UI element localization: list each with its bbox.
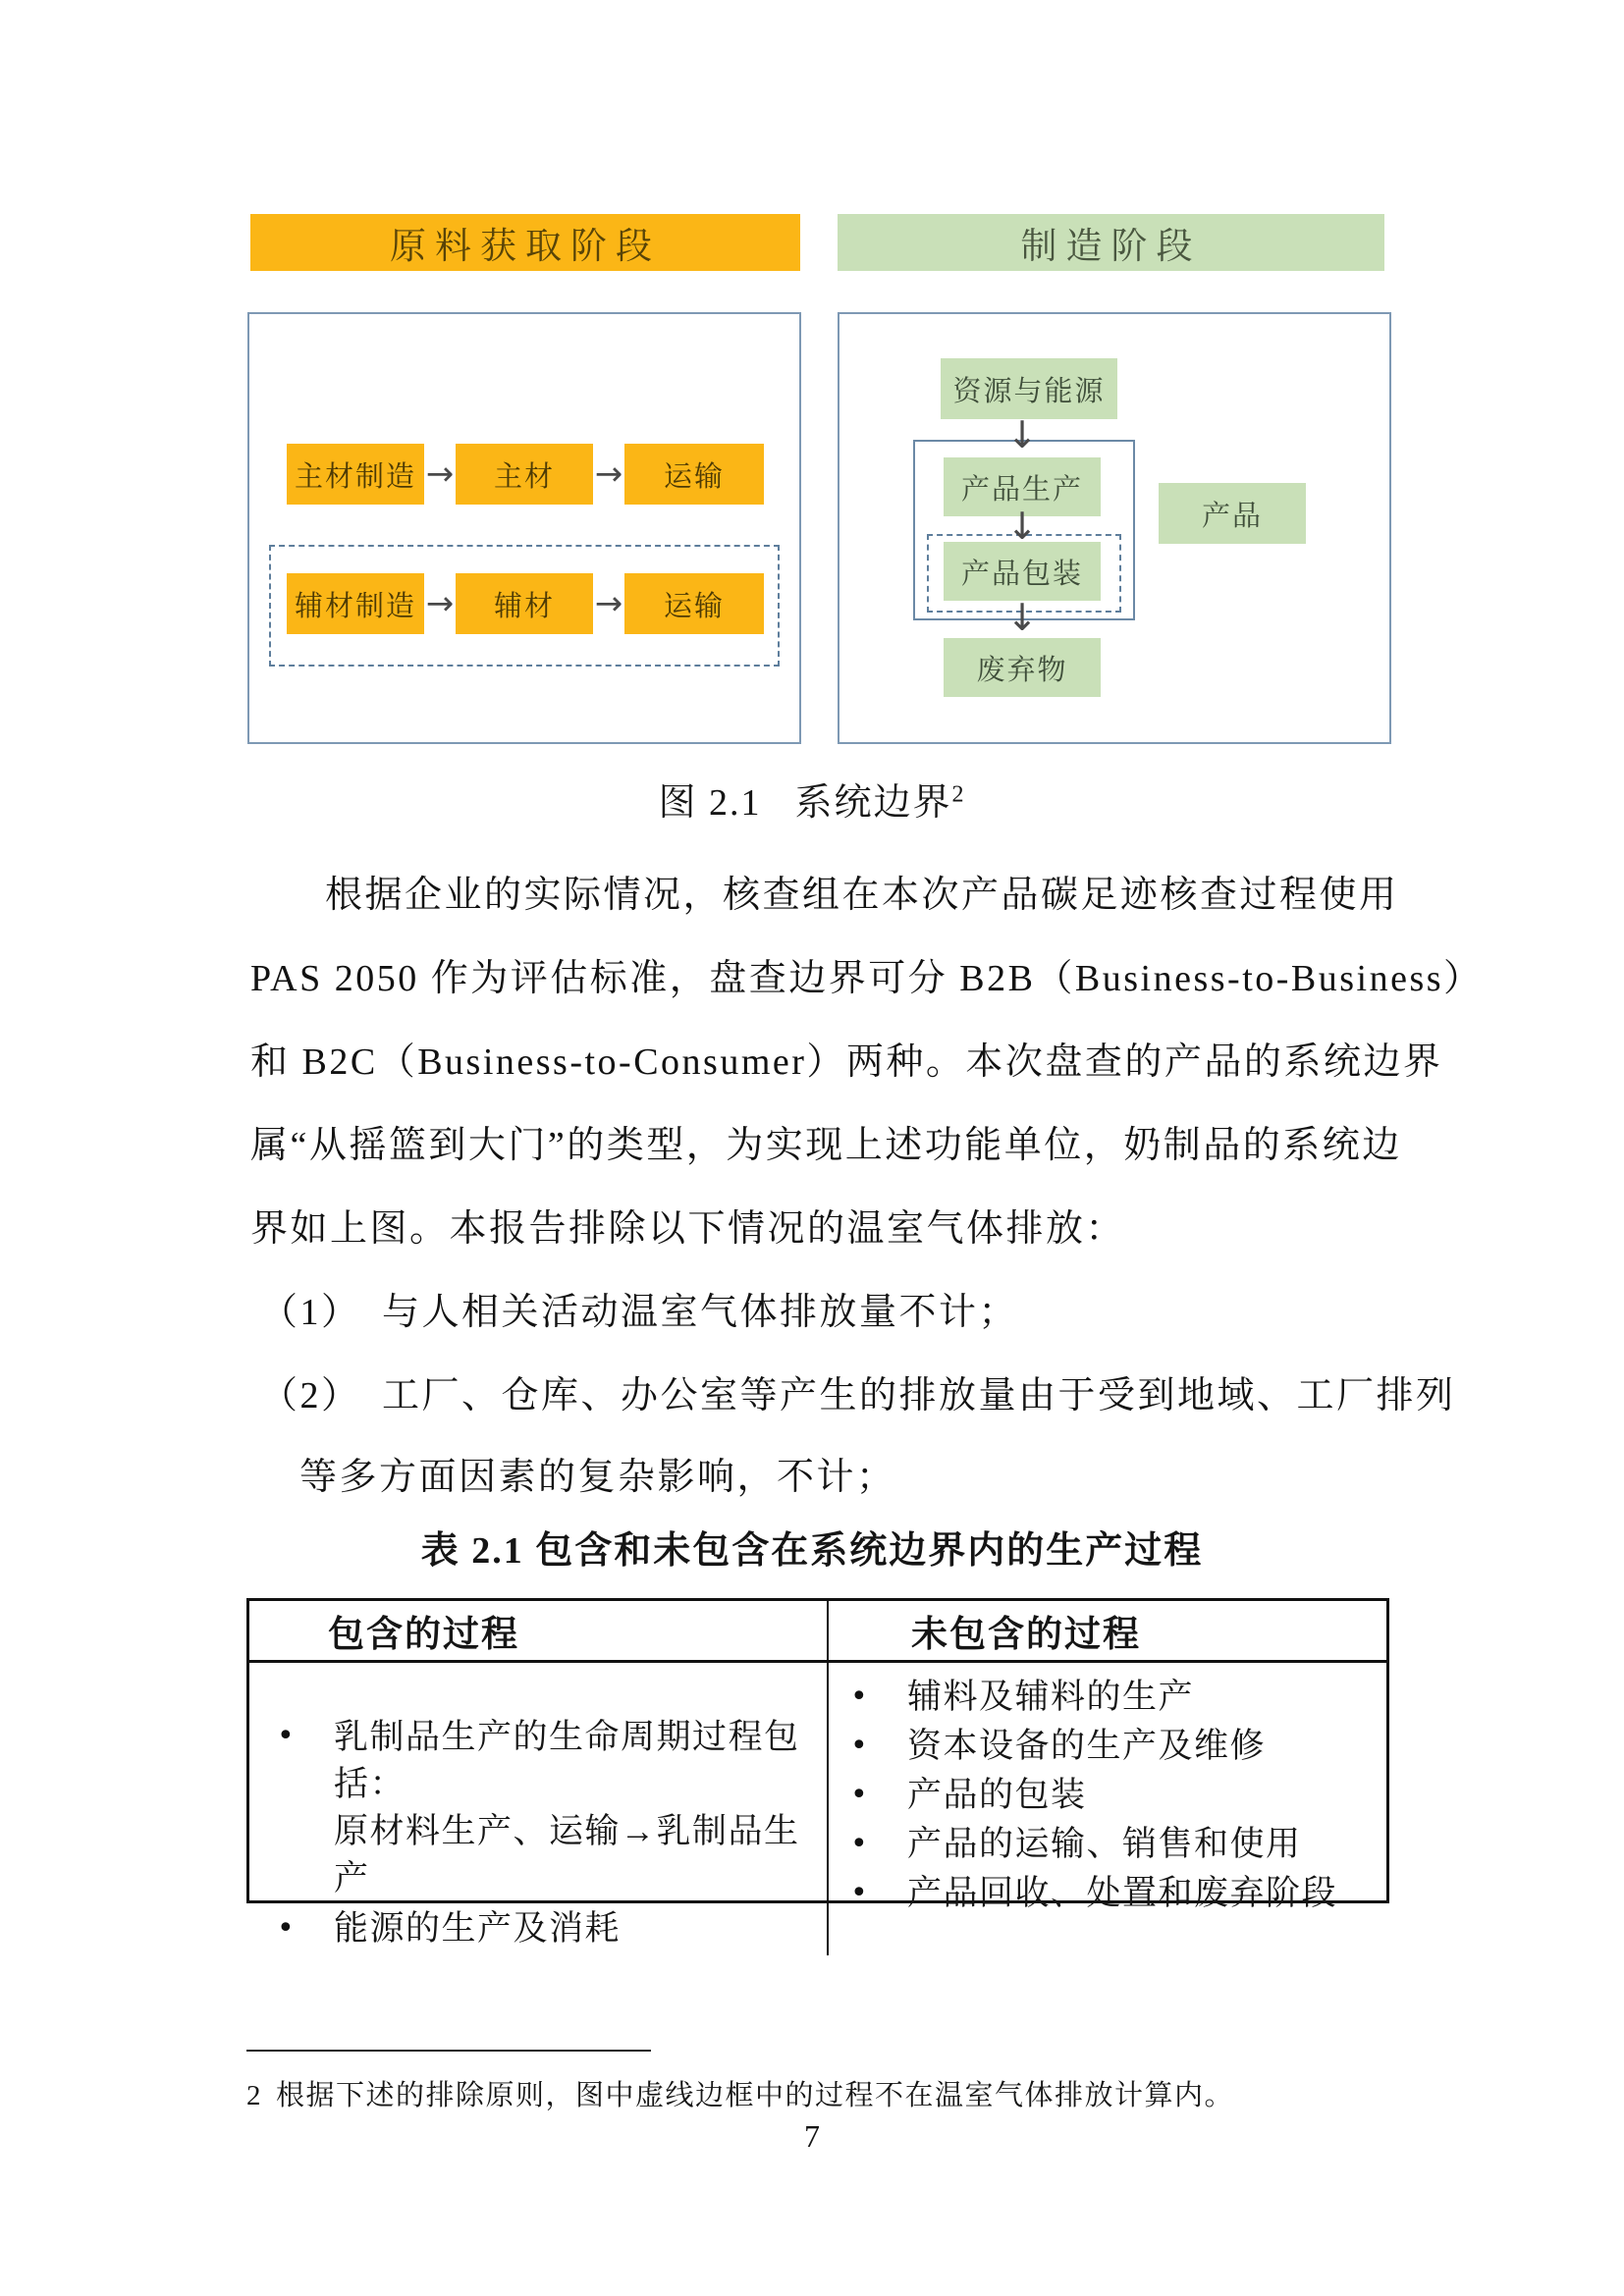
arrow-down-icon: ↓ [1006,505,1038,548]
flow-box-aux-material: 辅材 [456,573,593,634]
stage-header-manufacturing: 制造阶段 [838,214,1384,271]
arrow-right-icon: → [425,584,455,623]
flow-box-product-packaging: 产品包装 [944,542,1101,601]
bullet-icon: • [277,1911,295,1946]
flow-box-transport-1: 运输 [624,444,764,505]
footnote-text: 根据下述的排除原则，图中虚线边框中的过程不在温室气体排放计算内。 [276,2080,1235,2111]
excluded-bullet: • 产品的包装 [850,1773,1373,1818]
flow-box-resources-energy: 资源与能源 [941,358,1117,419]
table-header-excluded: 未包含的过程 [911,1615,1141,1655]
flow-box-product-production: 产品生产 [944,457,1101,516]
arrow-down-icon: ↓ [1006,596,1038,639]
bullet-icon: • [277,1719,295,1753]
bullet-icon: • [850,1827,868,1861]
figure-caption-number: 图 2.1 [658,782,762,824]
body-line: PAS 2050 作为评估标准，盘查边界可分 B2B（Business-to-Business） [250,958,1484,999]
body-line: 根据企业的实际情况，核查组在本次产品碳足迹核查过程使用 [325,875,1399,916]
footnote-divider [246,2050,651,2052]
flow-box-main-material-manufacture: 主材制造 [287,444,424,505]
list-item-1: （1） 与人相关活动温室气体排放量不计； [260,1292,1019,1333]
flow-box-aux-material-manufacture: 辅材制造 [287,573,424,634]
body-line: 属“从摇篮到大门”的类型，为实现上述功能单位，奶制品的系统边 [250,1125,1402,1166]
footnote-ref: 2 [951,781,966,808]
list-item-2-continued: 等多方面因素的复杂影响，不计； [299,1457,896,1498]
arrow-right-icon: → [425,454,455,494]
page-number: 7 [804,2118,820,2154]
included-line: 能源的生产及消耗 [334,1909,622,1948]
arrow-right-icon: → [594,584,623,623]
bullet-icon: • [850,1729,868,1763]
footnote-marker: 2 [246,2080,262,2111]
table-cell-included [249,1663,829,1955]
figure-caption-title: 系统边界 [794,782,952,824]
table-body-row [249,1663,1386,1955]
bullet-icon: • [850,1680,868,1714]
included-bullet-2 [277,1906,809,1951]
table-header-included: 包含的过程 [249,1601,829,1660]
flow-box-transport-2: 运输 [624,573,764,634]
table-header-row [249,1601,1386,1663]
body-line: 和 B2C（Business-to-Consumer）两种。本次盘查的产品的系统边界 [250,1041,1443,1083]
process-table [246,1598,1389,1948]
table-cell-excluded [829,1663,1386,1955]
arrow-down-icon: ↓ [1006,413,1038,456]
flow-box-waste: 废弃物 [944,638,1101,697]
included-line: 乳制品生产的生命周期过程包括： [334,1718,800,1803]
arrow-right-icon: → [594,454,623,494]
table-title: 表 2.1 包含和未包含在系统边界内的生产过程 [420,1530,1204,1572]
stage-header-raw-material-acquisition: 原料获取阶段 [250,214,800,271]
excluded-bullet: • 辅料及辅料的生产 [850,1675,1373,1720]
excluded-bullet: • 产品回收、处置和废弃阶段 [850,1871,1373,1916]
included-line: 原材料生产、运输→乳制品生产 [334,1812,800,1897]
included-bullet-1 [277,1714,809,1902]
list-item-2: （2） 工厂、仓库、办公室等产生的排放量由于受到地域、工厂排列 [260,1375,1456,1416]
excluded-bullet: • 产品的运输、销售和使用 [850,1822,1373,1867]
bullet-icon: • [850,1778,868,1812]
excluded-bullet: • 资本设备的生产及维修 [850,1724,1373,1769]
body-line: 界如上图。本报告排除以下情况的温室气体排放： [250,1208,1126,1250]
raw-material-panel [247,312,801,744]
bullet-icon: • [850,1876,868,1910]
footnote [246,2073,1234,2113]
flow-box-main-material: 主材 [456,444,593,505]
flow-box-product: 产品 [1159,483,1306,544]
figure-caption [0,772,1624,826]
